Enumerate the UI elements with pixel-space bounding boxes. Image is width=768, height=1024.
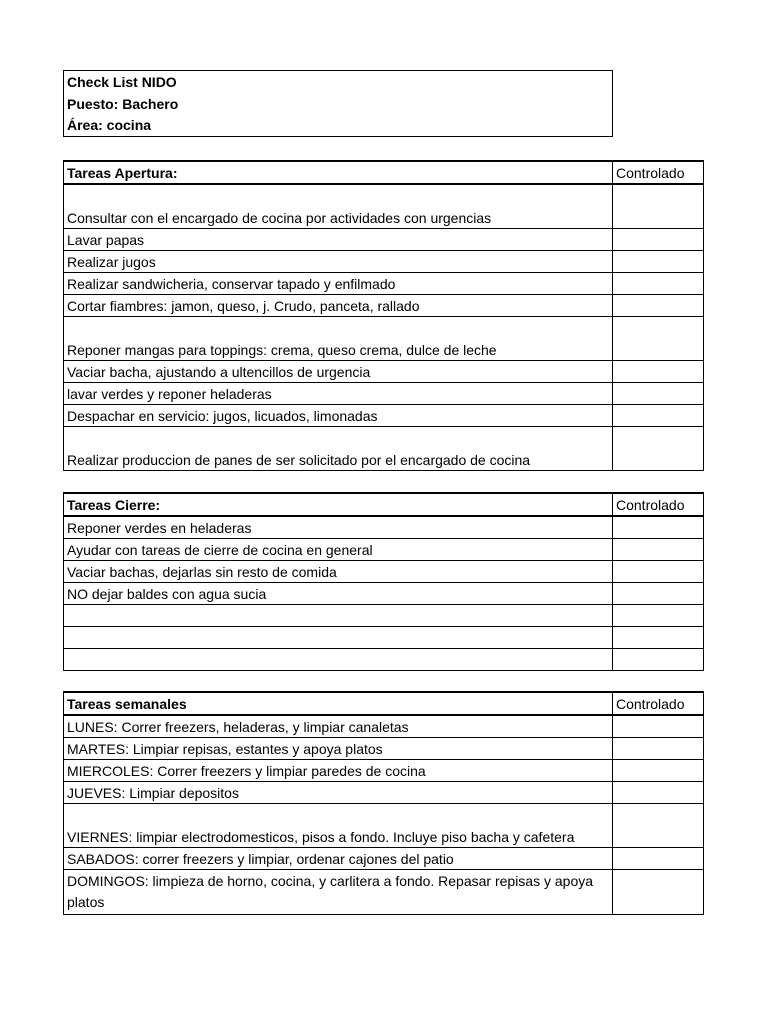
apertura-check-header: Controlado	[613, 161, 704, 184]
table-row	[64, 184, 704, 229]
check-cell[interactable]	[613, 383, 704, 405]
check-cell[interactable]	[613, 782, 704, 804]
task-text: LUNES: Correr freezers, heladeras, y limpiar canaletas	[64, 715, 613, 738]
table-row	[64, 427, 704, 471]
task-text: NO dejar baldes con agua sucia	[64, 583, 613, 605]
task-text: Vaciar bacha, ajustando a ultencillos de urgencia	[64, 361, 613, 383]
check-cell[interactable]	[613, 229, 704, 251]
table-row	[64, 627, 704, 649]
check-cell[interactable]	[613, 627, 704, 649]
cierre-table	[63, 492, 704, 671]
check-cell[interactable]	[613, 273, 704, 295]
semanales-table	[63, 691, 704, 915]
check-cell[interactable]	[613, 516, 704, 539]
table-row	[64, 295, 704, 317]
task-text: Ayudar con tareas de cierre de cocina en general	[64, 539, 613, 561]
task-text: Cortar fiambres: jamon, queso, j. Crudo, panceta, rallado	[64, 295, 613, 317]
task-text: Reponer verdes en heladeras	[64, 516, 613, 539]
table-row	[64, 251, 704, 273]
cierre-header-row	[64, 493, 704, 516]
table-row	[64, 760, 704, 782]
task-text: Reponer mangas para toppings: crema, queso crema, dulce de leche	[64, 317, 613, 361]
task-text	[64, 627, 613, 649]
check-cell[interactable]	[613, 184, 704, 229]
table-row	[64, 848, 704, 870]
check-cell[interactable]	[613, 583, 704, 605]
table-row	[64, 561, 704, 583]
task-text: Lavar papas	[64, 229, 613, 251]
table-row	[64, 649, 704, 671]
check-cell[interactable]	[613, 738, 704, 760]
apertura-heading: Tareas Apertura:	[64, 161, 613, 184]
task-text: Despachar en servicio: jugos, licuados, limonadas	[64, 405, 613, 427]
task-text	[64, 605, 613, 627]
apertura-table	[63, 160, 704, 471]
table-row	[64, 273, 704, 295]
check-cell[interactable]	[613, 427, 704, 471]
task-text: SABADOS: correr freezers y limpiar, ordenar cajones del patio	[64, 848, 613, 870]
check-cell[interactable]	[613, 361, 704, 383]
check-cell[interactable]	[613, 848, 704, 870]
task-text: Consultar con el encargado de cocina por actividades con urgencias	[64, 184, 613, 229]
table-row	[64, 738, 704, 760]
check-cell[interactable]	[613, 804, 704, 848]
semanales-check-header: Controlado	[613, 692, 704, 715]
checklist-title: Check List NIDO	[67, 74, 177, 90]
task-text: lavar verdes y reponer heladeras	[64, 383, 613, 405]
table-row	[64, 405, 704, 427]
check-cell[interactable]	[613, 317, 704, 361]
apertura-header-row	[64, 161, 704, 184]
task-text	[64, 649, 613, 671]
table-row	[64, 361, 704, 383]
cierre-check-header: Controlado	[613, 493, 704, 516]
table-row	[64, 605, 704, 627]
table-row	[64, 782, 704, 804]
table-row	[64, 317, 704, 361]
check-cell[interactable]	[613, 405, 704, 427]
task-text: JUEVES: Limpiar depositos	[64, 782, 613, 804]
table-row	[64, 229, 704, 251]
task-text: MIERCOLES: Correr freezers y limpiar paredes de cocina	[64, 760, 613, 782]
position-label: Puesto: Bachero	[67, 95, 179, 112]
table-row	[64, 804, 704, 848]
area-label: Área: cocina	[67, 117, 152, 133]
task-text: DOMINGOS: limpieza de horno, cocina, y carlitera a fondo. Repasar repisas y apoya platos	[64, 870, 613, 915]
check-cell[interactable]	[613, 539, 704, 561]
cierre-heading: Tareas Cierre:	[64, 493, 613, 516]
table-row	[64, 383, 704, 405]
header-box	[63, 70, 613, 137]
check-cell[interactable]	[613, 870, 704, 915]
check-cell[interactable]	[613, 760, 704, 782]
table-row	[64, 539, 704, 561]
check-cell[interactable]	[613, 251, 704, 273]
table-row	[64, 516, 704, 539]
check-cell[interactable]	[613, 295, 704, 317]
task-text: VIERNES: limpiar electrodomesticos, pisos a fondo. Incluye piso bacha y cafetera	[64, 804, 613, 848]
table-row	[64, 715, 704, 738]
semanales-header-row	[64, 692, 704, 715]
check-cell[interactable]	[613, 649, 704, 671]
task-text: Realizar sandwicheria, conservar tapado y enfilmado	[64, 273, 613, 295]
task-text: MARTES: Limpiar repisas, estantes y apoya platos	[64, 738, 613, 760]
task-text: Vaciar bachas, dejarlas sin resto de comida	[64, 561, 613, 583]
check-cell[interactable]	[613, 561, 704, 583]
semanales-heading: Tareas semanales	[64, 692, 613, 715]
task-text: Realizar jugos	[64, 251, 613, 273]
check-cell[interactable]	[613, 605, 704, 627]
task-text: Realizar produccion de panes de ser solicitado por el encargado de cocina	[64, 427, 613, 471]
table-row	[64, 870, 704, 915]
check-cell[interactable]	[613, 715, 704, 738]
table-row	[64, 583, 704, 605]
